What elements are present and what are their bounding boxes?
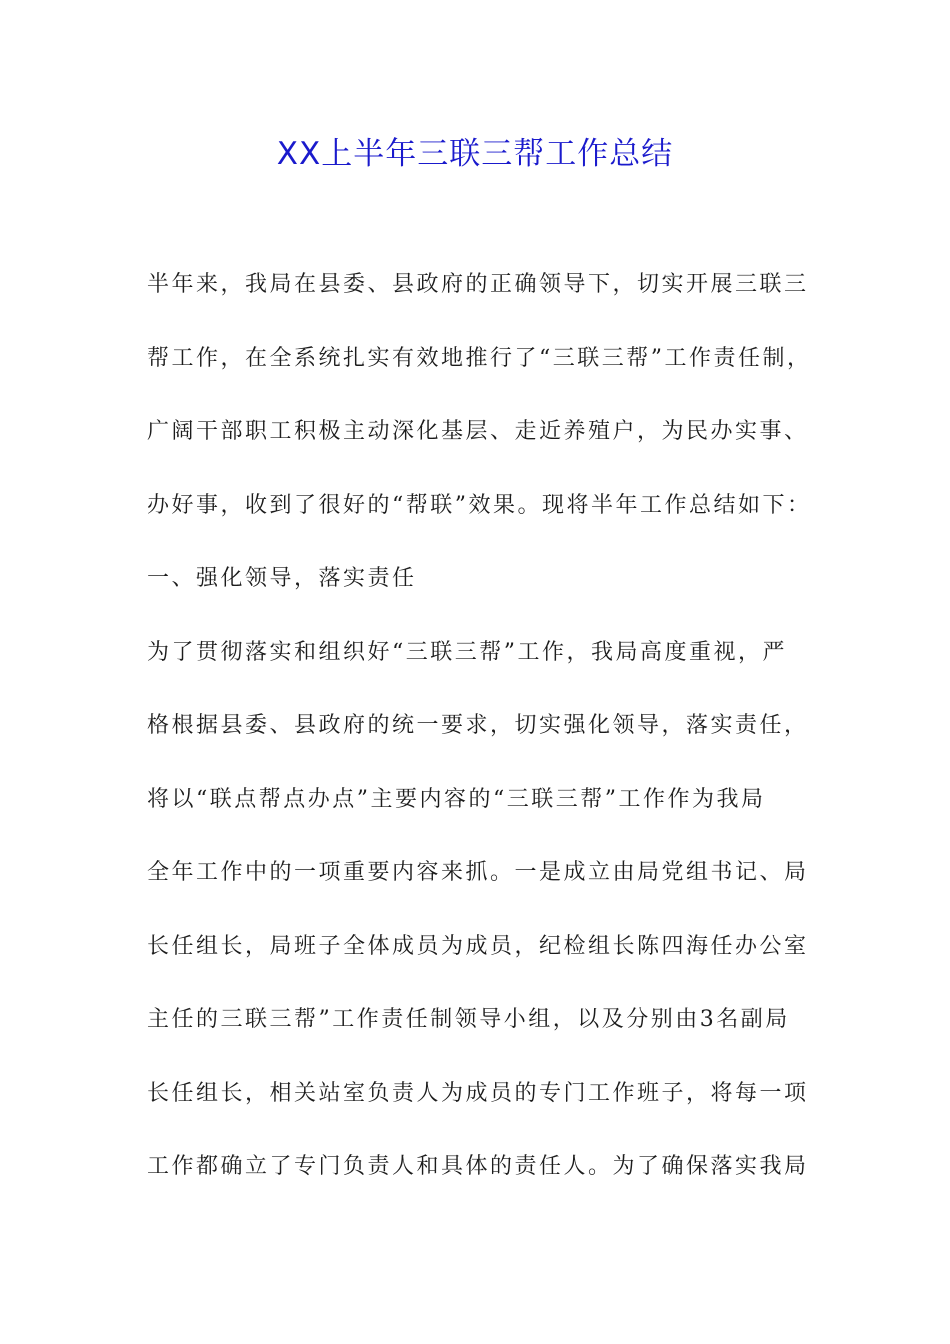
- paragraph-line: 格根据县委、县政府的统一要求，切实强化领导，落实责任，: [147, 713, 809, 738]
- section-heading: 一、强化领导，落实责任: [147, 566, 417, 591]
- document-body: [147, 260, 817, 1216]
- paragraph-line: 为了贯彻落实和组织好“三联三帮”工作，我局高度重视，严: [147, 639, 787, 665]
- paragraph-line: 工作都确立了专门负责人和具体的责任人。为了确保落实我局: [147, 1154, 809, 1179]
- paragraph-line: 办好事，收到了很好的“帮联”效果。现将半年工作总结如下：: [147, 492, 812, 518]
- paragraph-line: 长任组长，相关站室负责人为成员的专门工作班子，将每一项: [147, 1080, 809, 1106]
- paragraph-line: 主任的三联三帮”工作责任制领导小组，以及分别由3名副局: [147, 1007, 790, 1032]
- paragraph-line: 长任组长，局班子全体成员为成员，纪检组长陈四海任办公室: [147, 933, 809, 959]
- paragraph-line: 半年来，我局在县委、县政府的正确领导下，切实开展三联三: [147, 272, 809, 297]
- paragraph-line: 广阔干部职工积极主动深化基层、走近养殖户，为民办实事、: [147, 419, 809, 444]
- paragraph-line: 全年工作中的一项重要内容来抓。一是成立由局党组书记、局: [147, 860, 809, 885]
- document-title: XX上半年三联三帮工作总结: [276, 136, 674, 172]
- paragraph-line: 帮工作，在全系统扎实有效地推行了“三联三帮”工作责任制，: [147, 345, 812, 371]
- paragraph-line: 将以“联点帮点办点”主要内容的“三联三帮”工作作为我局: [147, 786, 766, 812]
